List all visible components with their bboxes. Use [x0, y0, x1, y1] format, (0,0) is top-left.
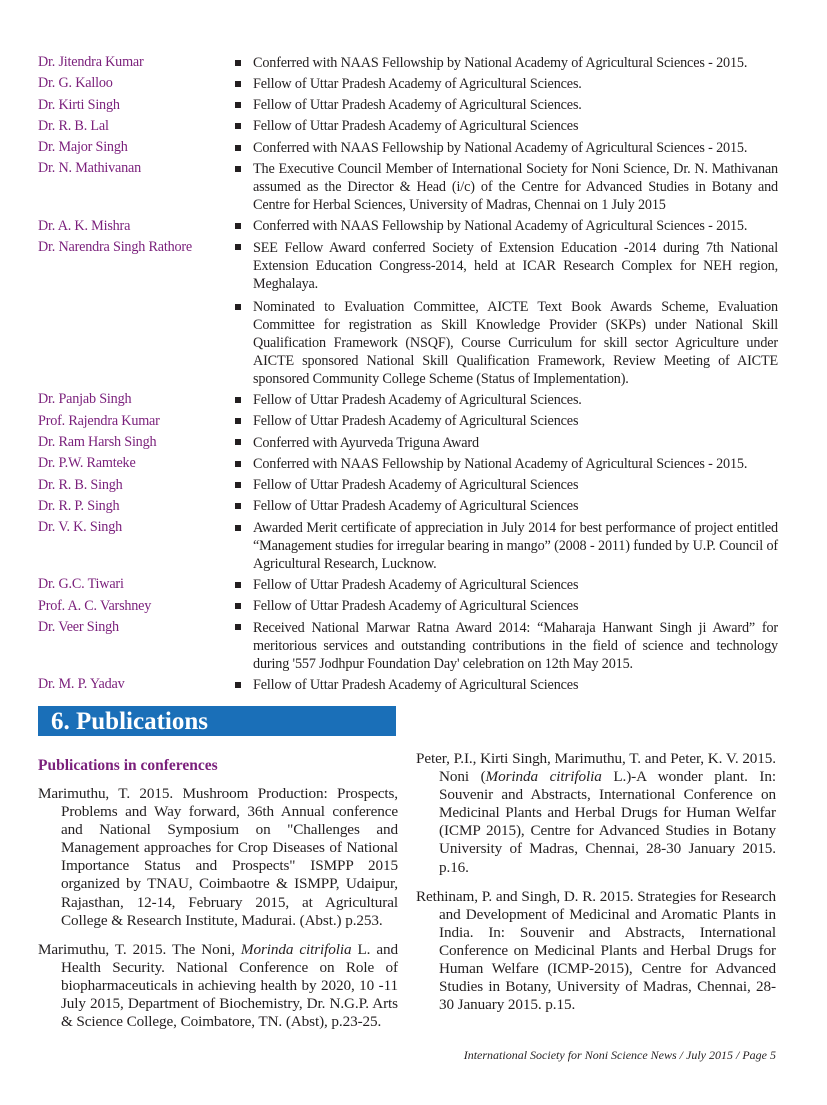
reference-entry — [38, 785, 398, 930]
honoree-name: Dr. Narendra Singh Rathore — [38, 238, 192, 255]
honor-text: Fellow of Uttar Pradesh Academy of Agricultural Sciences — [253, 118, 579, 135]
honor-row — [38, 73, 778, 94]
square-bullet-icon — [235, 81, 241, 87]
honor-item — [235, 52, 778, 73]
honoree-name: Dr. Panjab Singh — [38, 391, 132, 408]
honor-item — [235, 517, 778, 574]
honoree-name: Dr. Veer Singh — [38, 618, 119, 635]
honor-item — [235, 137, 778, 158]
publications-subheading: Publications in conferences — [38, 757, 218, 774]
square-bullet-icon — [235, 682, 241, 688]
honoree-name: Dr. P.W. Ramteke — [38, 455, 136, 472]
honor-item — [235, 116, 778, 137]
honor-item — [235, 237, 778, 294]
honoree-name: Prof. Rajendra Kumar — [38, 412, 160, 429]
honor-row — [38, 137, 778, 158]
honor-row — [38, 617, 778, 674]
square-bullet-icon — [235, 525, 241, 531]
square-bullet-icon — [235, 304, 241, 310]
honor-text: Fellow of Uttar Pradesh Academy of Agricultural Sciences — [253, 498, 579, 515]
honor-row — [38, 158, 778, 215]
honor-row — [38, 475, 778, 496]
square-bullet-icon — [235, 624, 241, 630]
publications-left-column — [38, 757, 398, 1042]
honor-row — [38, 496, 778, 517]
honor-text: Awarded Merit certificate of appreciation in July 2014 for best performance of project entitled “Management studies for irregular bearing in mango” (2008 - 2011) funded by U.P. Council of Agricultural Research, Lucknow. — [253, 519, 778, 572]
honoree-name: Dr. Ram Harsh Singh — [38, 433, 157, 450]
honor-text: Fellow of Uttar Pradesh Academy of Agricultural Sciences. — [253, 75, 582, 92]
honoree-name: Dr. M. P. Yadav — [38, 676, 125, 693]
honoree-name: Dr. N. Mathivanan — [38, 160, 141, 177]
honor-text: Conferred with NAAS Fellowship by National Academy of Agricultural Sciences - 2015. — [253, 54, 748, 71]
honor-row — [38, 95, 778, 116]
honor-row — [38, 411, 778, 432]
honor-text: Fellow of Uttar Pradesh Academy of Agricultural Sciences — [253, 477, 579, 494]
honor-text: Fellow of Uttar Pradesh Academy of Agricultural Sciences. — [253, 97, 582, 114]
reference-text-cont: L.)-A wonder plant. In: Souvenir and Abstracts, International Conference on Medicinal Plants and Herbal Drugs for Human Welfar (ICMP 2015), Centre for Advanced Studies in Botany University of Madras, Chennai, 28-30 January 2015. p.16. — [439, 768, 776, 876]
honor-row — [38, 517, 778, 574]
reference-entry — [416, 888, 776, 1015]
honoree-name: Dr. A. K. Mishra — [38, 217, 131, 234]
reference-entry — [416, 750, 776, 877]
honor-item — [235, 296, 778, 389]
honor-item — [235, 389, 778, 410]
honoree-name: Prof. A. C. Varshney — [38, 597, 152, 614]
reference-text: Rethinam, P. and Singh, D. R. 2015. Strategies for Research and Development of Medicinal and Aromatic Plants in India. In: Souvenir and Abstracts, International Conference on Medicinal Plants and Herbal Drugs for Human Welfare (ICMP-2015), Centre for Advanced Studies in Botany, University of Madras, Chennai, 28-30 January 2015. p.15. — [416, 887, 776, 1014]
page-footer: International Society for Noni Science News / July 2015 / Page 5 — [463, 1048, 776, 1062]
reference-text: Marimuthu, T. 2015. The Noni, — [38, 940, 241, 958]
honor-row — [38, 574, 778, 595]
honor-text: The Executive Council Member of International Society for Noni Science, Dr. N. Mathivanan assumed as the Director & Head (i/c) of the Centre for Advanced Studies in Botany and Centre for Herbal Sciences, University of Madras, Chennai on 1 July 2015 — [253, 161, 778, 214]
square-bullet-icon — [235, 582, 241, 588]
reference-text-cont: L. and Health Security. National Conference on Role of biopharmaceuticals in achieving health by 2020, 10 -11 July 2015, Department of Biochemistry, Dr. N.G.P. Arts & Science College, Coimbatore, TN. (Abst), p.23-25. — [61, 940, 398, 1031]
honor-row — [38, 432, 778, 453]
square-bullet-icon — [235, 60, 241, 66]
honor-row — [38, 453, 778, 474]
honoree-name: Dr. R. P. Singh — [38, 497, 120, 514]
honoree-name: Dr. G. Kalloo — [38, 75, 113, 92]
honor-row — [38, 216, 778, 237]
honor-row — [38, 52, 778, 73]
honor-text: Fellow of Uttar Pradesh Academy of Agricultural Sciences — [253, 676, 579, 693]
honor-item — [235, 73, 778, 94]
species-name: Morinda citrifolia — [485, 768, 602, 786]
honor-item — [235, 432, 778, 453]
reference-entry — [38, 941, 398, 1031]
honor-text: Fellow of Uttar Pradesh Academy of Agricultural Sciences. — [253, 391, 582, 408]
honor-row — [38, 674, 778, 695]
honor-text: Conferred with NAAS Fellowship by National Academy of Agricultural Sciences - 2015. — [253, 139, 748, 156]
square-bullet-icon — [235, 439, 241, 445]
square-bullet-icon — [235, 603, 241, 609]
publications-right-column — [416, 750, 776, 1025]
honoree-name: Dr. R. B. Singh — [38, 476, 123, 493]
square-bullet-icon — [235, 244, 241, 250]
honor-item — [235, 674, 778, 695]
honor-row — [38, 116, 778, 137]
honor-text: Conferred with NAAS Fellowship by National Academy of Agricultural Sciences - 2015. — [253, 218, 748, 235]
square-bullet-icon — [235, 166, 241, 172]
square-bullet-icon — [235, 418, 241, 424]
reference-text: Peter, P.I., Kirti Singh, Marimuthu, T. and Peter, K. V. 2015. Noni ( — [416, 750, 776, 786]
honor-text: SEE Fellow Award conferred Society of Extension Education -2014 during 7th National Extension Education Congress-2014, held at ICAR Research Complex for NEH region, Meghalaya. — [253, 239, 778, 292]
honor-item — [235, 158, 778, 215]
section-title: 6. Publications — [51, 708, 208, 735]
species-name: Morinda citrifolia — [240, 940, 352, 958]
honor-item — [235, 617, 778, 674]
honor-text: Fellow of Uttar Pradesh Academy of Agricultural Sciences — [253, 576, 579, 593]
honor-item — [235, 453, 778, 474]
honor-item — [235, 574, 778, 595]
honor-item — [235, 475, 778, 496]
honor-row — [38, 237, 778, 389]
honoree-name: Dr. R. B. Lal — [38, 117, 109, 134]
square-bullet-icon — [235, 102, 241, 108]
honoree-name: Dr. Jitendra Kumar — [38, 54, 144, 70]
honor-item — [235, 216, 778, 237]
square-bullet-icon — [235, 461, 241, 467]
square-bullet-icon — [235, 145, 241, 151]
honor-item — [235, 496, 778, 517]
honoree-name: Dr. G.C. Tiwari — [38, 576, 124, 593]
section-heading — [38, 706, 396, 736]
square-bullet-icon — [235, 397, 241, 403]
honor-row — [38, 596, 778, 617]
honors-list — [38, 52, 778, 695]
honor-text: Conferred with Ayurveda Triguna Award — [253, 434, 479, 451]
honor-item — [235, 596, 778, 617]
honor-text: Nominated to Evaluation Committee, AICTE Text Book Awards Scheme, Evaluation Committee for registration as Skill Knowledge Provider (SKPs) under National Skill Qualification Framework (NSQF), Course Curriculum for skill sector Agriculture under AICTE sponsored National Skill Qualification Framework, Review Meeting of AICTE sponsored Community College Scheme (Status of Implementation). — [253, 298, 778, 387]
honor-text: Fellow of Uttar Pradesh Academy of Agricultural Sciences — [253, 413, 579, 430]
honor-text: Fellow of Uttar Pradesh Academy of Agricultural Sciences — [253, 598, 579, 615]
square-bullet-icon — [235, 503, 241, 509]
honor-row — [38, 389, 778, 410]
square-bullet-icon — [235, 223, 241, 229]
honoree-name: Dr. Kirti Singh — [38, 96, 120, 113]
reference-text: Marimuthu, T. 2015. Mushroom Production: Prospects, Problems and Way forward, 36th Annual conference and National Symposium on "Challenges and Management approaches for Crop Diseases of National Importance Status and Prospects" ISMPP 2015 organized by TNAU, Coimbaotre & ISMPP, Udaipur, Rajasthan, 12-14, February 2015, at Agricultural College & Research Institute, Madurai. (Abst.) p.253. — [38, 785, 398, 929]
honoree-name: Dr. Major Singh — [38, 139, 128, 156]
honor-item — [235, 95, 778, 116]
honor-text: Conferred with NAAS Fellowship by National Academy of Agricultural Sciences - 2015. — [253, 455, 748, 472]
square-bullet-icon — [235, 123, 241, 129]
square-bullet-icon — [235, 482, 241, 488]
honor-item — [235, 411, 778, 432]
honoree-name: Dr. V. K. Singh — [38, 519, 122, 536]
honor-text: Received National Marwar Ratna Award 2014: “Maharaja Hanwant Singh ji Award” for meritorious services and outstanding contributions in the field of science and technology during '557 Jodhpur Foundation Day' celebration on 12th May 2015. — [253, 619, 778, 672]
